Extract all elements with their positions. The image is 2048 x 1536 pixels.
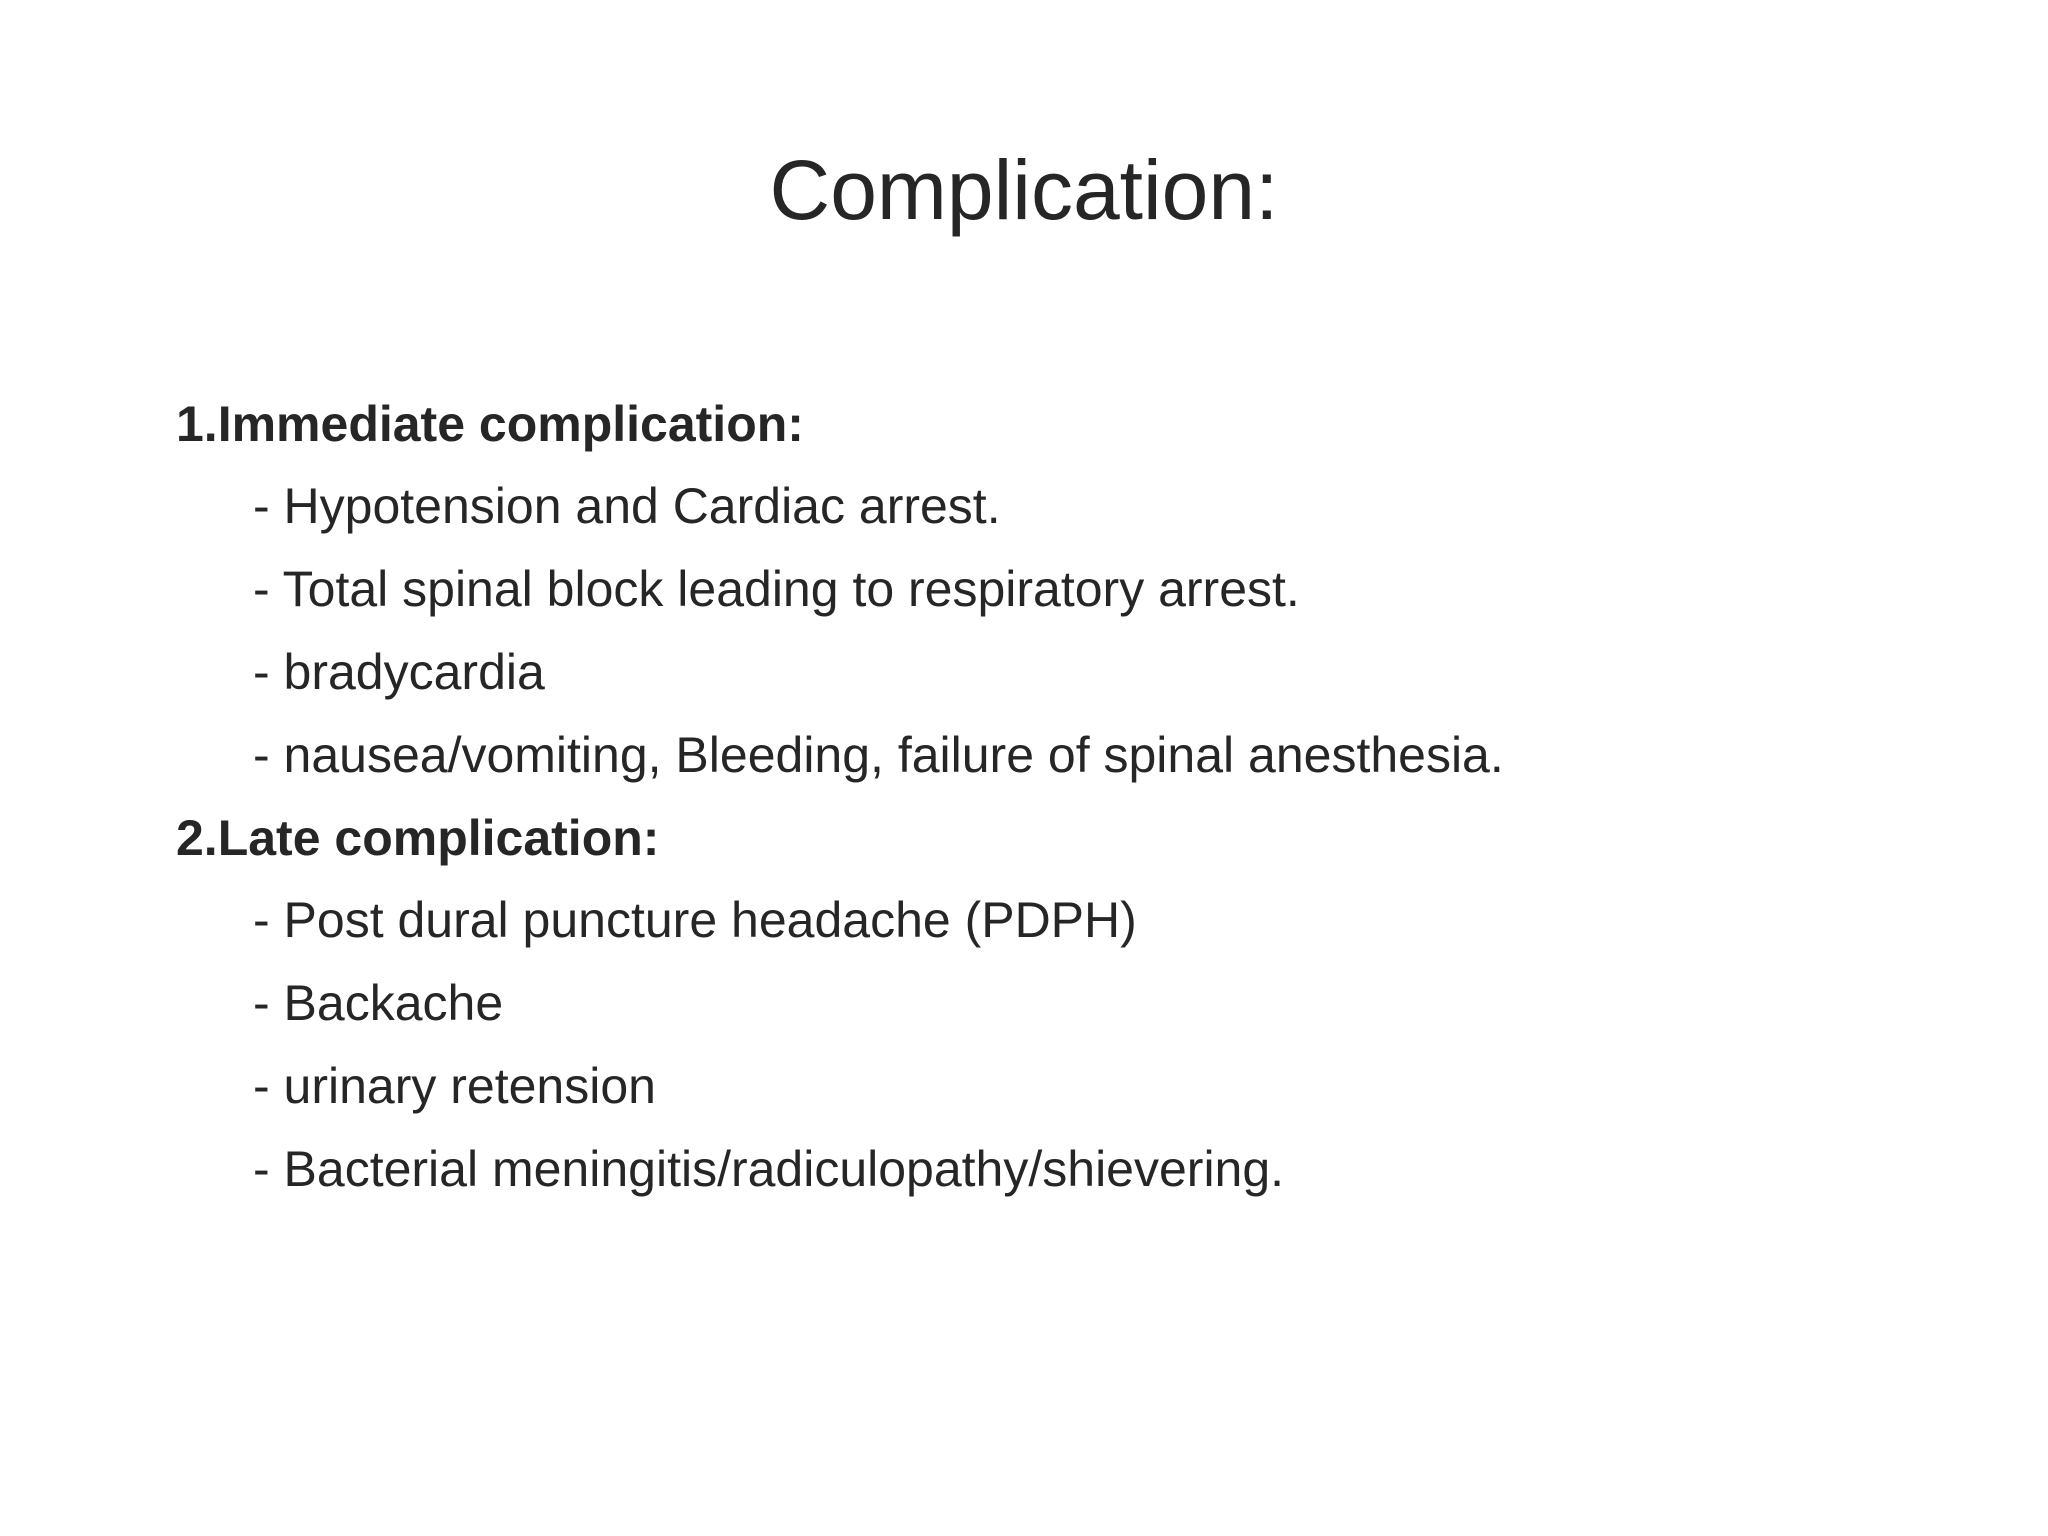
list-item: - Total spinal block leading to respiratory arrest. xyxy=(253,561,1300,617)
list-item: - bradycardia xyxy=(253,644,545,700)
list-item: - urinary retension xyxy=(253,1058,656,1114)
list-item: - Hypotension and Cardiac arrest. xyxy=(253,478,1001,534)
section-heading-immediate: 1.Immediate complication: xyxy=(176,396,804,452)
list-item: - Backache xyxy=(253,975,504,1031)
list-item: - Post dural puncture headache (PDPH) xyxy=(253,892,1137,948)
list-item: - nausea/vomiting, Bleeding, failure of spinal anesthesia. xyxy=(253,727,1504,783)
list-item: - Bacterial meningitis/radiculopathy/shievering. xyxy=(253,1141,1285,1197)
slide-content xyxy=(176,383,1976,1211)
slide-title: Complication: xyxy=(769,143,1279,237)
section-heading-late: 2.Late complication: xyxy=(176,810,660,866)
